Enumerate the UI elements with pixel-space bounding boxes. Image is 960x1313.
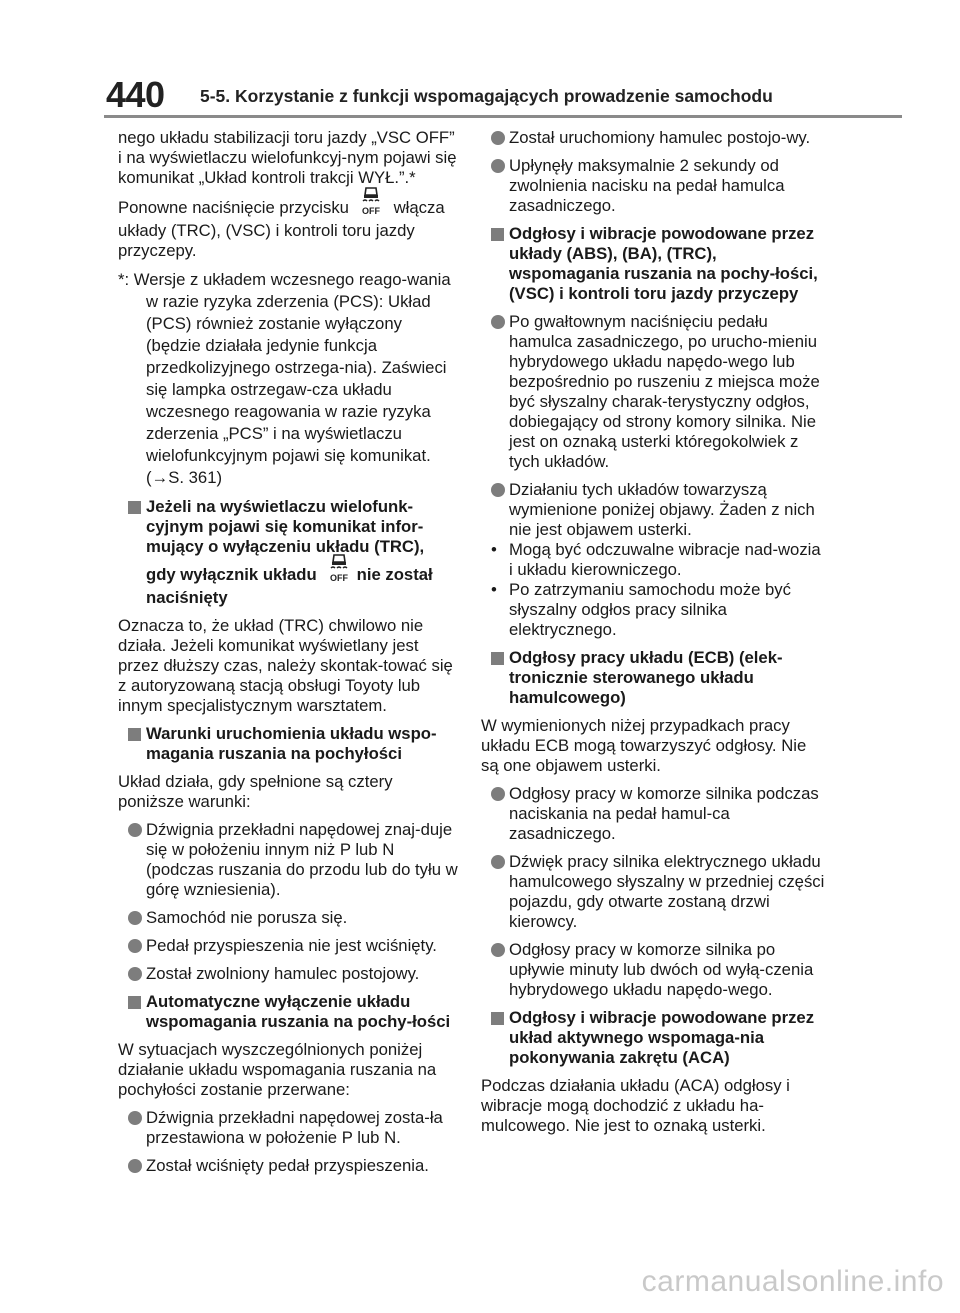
page-header xyxy=(0,0,960,120)
square-bullet-icon xyxy=(491,652,504,665)
paragraph: Oznacza to, że układ (TRC) chwilowo nie działa. Jeżeli komunikat wyświetlany jest przez dłuższy czas, należy skontak-tować się z autoryzowaną stacją obsługi Toyoty lub innym specjalistycznym warsztatem. xyxy=(118,616,453,715)
list-item: Dźwięk pracy silnika elektrycznego układu hamulcowego słyszalny w przedniej części pojazdu, gdy otwarte zostaną drzwi kierowcy. xyxy=(481,852,826,932)
watermark: carmanualsonline.info xyxy=(641,1265,944,1298)
list-item: Upłynęły maksymalnie 2 sekundy od zwolnienia nacisku na pedał hamulca zasadniczego. xyxy=(481,156,826,216)
paragraph: W wymienionych niżej przypadkach pracy układu ECB mogą towarzyszyć odgłosy. Nie są one objawem usterki. xyxy=(481,716,807,775)
vsc-off-button-icon xyxy=(325,553,353,588)
circle-bullet-icon xyxy=(128,911,142,925)
paragraph: nego układu stabilizacji toru jazdy „VSC OFF” i na wyświetlaczu wielofunkcyj-nym pojawi się komunikat „Układ kontroli trakcji WYŁ.”.* xyxy=(118,128,457,187)
list-item: Został uruchomiony hamulec postojo-wy. xyxy=(481,128,826,148)
paragraph: Układ działa, gdy spełnione są cztery poniższe warunki: xyxy=(118,772,393,811)
square-bullet-icon xyxy=(128,996,141,1009)
circle-bullet-icon xyxy=(491,787,505,801)
section-heading: Odgłosy pracy układu (ECB) (elek-tronicznie sterowanego układu hamulcowego) xyxy=(481,648,826,708)
paragraph: W sytuacjach wyszczególnionych poniżej działanie układu wspomagania ruszania na pochyłości zostanie przerwane: xyxy=(118,1040,437,1099)
list-item: Dźwignia przekładni napędowej zosta-ła przestawiona w położenie P lub N. xyxy=(118,1108,458,1148)
list-item: Po gwałtownym naciśnięciu pedału hamulca zasadniczego, po urucho-mieniu hybrydowego układu napędo-wego lub bezpośrednio po ruszeniu z miejsca może być słyszalny charak-terystyczny odgłos, dobiegający od strony komory silnika. Nie jest on oznaką usterki któregokolwiek z tych układów. xyxy=(481,312,826,472)
section-title: 5-5. Korzystanie z funkcji wspomagających prowadzenie samochodu xyxy=(200,86,773,106)
circle-bullet-icon xyxy=(128,967,142,981)
list-item: Został zwolniony hamulec postojowy. xyxy=(118,964,458,984)
circle-bullet-icon xyxy=(491,855,505,869)
list-item: Pedał przyspieszenia nie jest wciśnięty. xyxy=(118,936,458,956)
vsc-off-button-icon xyxy=(357,186,385,221)
left-column xyxy=(118,128,458,1184)
circle-bullet-icon xyxy=(491,159,505,173)
bullet-mark: • xyxy=(491,580,497,599)
square-bullet-icon xyxy=(128,501,141,514)
circle-bullet-icon xyxy=(128,939,142,953)
right-column xyxy=(481,128,826,1144)
square-bullet-icon xyxy=(491,228,504,241)
list-item: Dźwignia przekładni napędowej znaj-duje się w położeniu innym niż P lub N (podczas ruszania do przodu lub do tyłu w górę wzniesienia). xyxy=(118,820,458,900)
bullet-mark: • xyxy=(491,540,497,559)
circle-bullet-icon xyxy=(491,315,505,329)
circle-bullet-icon xyxy=(491,943,505,957)
circle-bullet-icon xyxy=(491,483,505,497)
footnote: *: Wersje z układem wczesnego reago-wania w razie ryzyka zderzenia (PCS): Układ (PCS) również zostanie wyłączony (będzie działała jedynie funkcja przedkolizyjnego ostrzega-nia). Zaświeci się lampka ostrzegaw-cza układu wczesnego reagowania w razie ryzyka zderzenia „PCS” i na wyświetlaczu wielofunkcyjnym pojawi się komunikat. (→S. 361) xyxy=(118,270,451,487)
list-item: Został wciśnięty pedał przyspieszenia. xyxy=(118,1156,458,1176)
page-number: 440 xyxy=(106,74,165,115)
paragraph: Ponowne naciśnięcie przycisku OFF włącza układy (TRC), (VSC) i kontroli toru jazdy przyczepy. xyxy=(118,196,458,261)
section-heading: Odgłosy i wibracje powodowane przez układ aktywnego wspomaga-nia pokonywania zakrętu (ACA) xyxy=(481,1008,826,1068)
list-item: Odgłosy pracy w komorze silnika po upływie minuty lub dwóch od wyłą-czenia hybrydowego układu napędo-wego. xyxy=(481,940,826,1000)
sub-bullet-item: • Mogą być odczuwalne wibracje nad-wozia i układu kierowniczego. xyxy=(491,540,821,579)
list-item: Odgłosy pracy w komorze silnika podczas naciskania na pedał hamul-ca zasadniczego. xyxy=(481,784,826,844)
svg-text:OFF: OFF xyxy=(361,206,380,216)
list-item: Działaniu tych układów towarzyszą wymienione poniżej objawy. Żaden z nich nie jest objawem usterki. xyxy=(481,480,826,540)
circle-bullet-icon xyxy=(128,823,142,837)
section-heading: Odgłosy i wibracje powodowane przez układy (ABS), (BA), (TRC), wspomagania ruszania na pochy-łości, (VSC) i kontroli toru jazdy przyczepy xyxy=(481,224,826,304)
header-divider xyxy=(104,115,902,118)
circle-bullet-icon xyxy=(128,1159,142,1173)
svg-text:OFF: OFF xyxy=(329,573,348,583)
circle-bullet-icon xyxy=(128,1111,142,1125)
list-item: Samochód nie porusza się. xyxy=(118,908,458,928)
section-heading: Jeżeli na wyświetlaczu wielofunk-cyjnym pojawi się komunikat infor-mujący o wyłączeniu układu (TRC), gdy wyłącznik układu OFF nie został naciśnięty xyxy=(118,497,458,608)
circle-bullet-icon xyxy=(491,131,505,145)
square-bullet-icon xyxy=(491,1012,504,1025)
section-heading: Automatyczne wyłączenie układu wspomagania ruszania na pochy-łości xyxy=(118,992,458,1032)
paragraph: Podczas działania układu (ACA) odgłosy i wibracje mogą dochodzić z układu ha-mulcowego. Nie jest to oznaką usterki. xyxy=(481,1076,790,1135)
sub-bullet-item: • Po zatrzymaniu samochodu może być słyszalny odgłos pracy silnika elektrycznego. xyxy=(491,580,791,639)
square-bullet-icon xyxy=(128,728,141,741)
section-heading: Warunki uruchomienia układu wspo-magania ruszania na pochyłości xyxy=(118,724,458,764)
